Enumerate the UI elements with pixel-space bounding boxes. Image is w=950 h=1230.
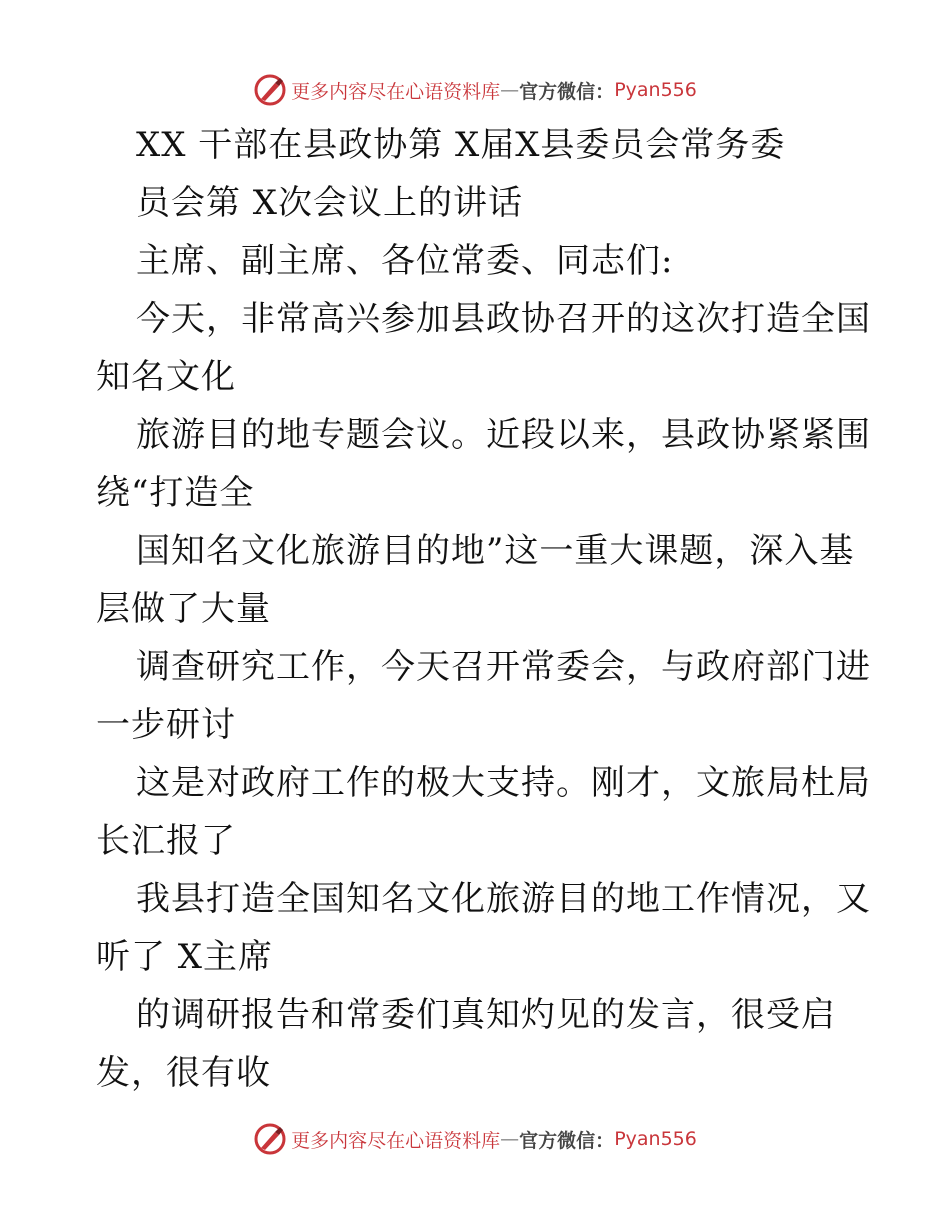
banner-text: 更多内容尽在心语资料库 [291,80,501,103]
doc-text-line: 国知名文化旅游目的地”这一重大课题，深入基 [136,531,855,571]
doc-text-line: 发，很有收 [96,1053,271,1093]
document-body [96,116,871,1102]
doc-title-line: XX 干部在县政协第 X届X县委员会常务委 [136,125,786,165]
doc-text-line: 的调研报告和常委们真知灼见的发言，很受启 [136,995,836,1035]
banner-wechat-label: 官方微信： [519,80,615,103]
doc-text-line: 旅游目的地专题会议。近段以来，县政协紧紧围 [136,415,871,455]
doc-text-line: 层做了大量 [96,589,271,629]
banner-separator: — [500,1128,520,1150]
doc-text-line: 今天，非常高兴参加县政协召开的这次打造全国 [136,299,871,339]
banner-handle: Pyan556 [614,79,697,101]
doc-text-line: 一步研讨 [96,705,236,745]
banner-wechat-label: 官方微信： [519,1129,615,1152]
doc-title-line: 员会第 X次会议上的讲话 [136,183,524,223]
pen-logo-icon [253,1122,287,1156]
banner-handle: Pyan556 [614,1128,697,1150]
doc-text-line: 这是对政府工作的极大支持。刚才，文旅局杜局 [136,763,871,803]
pen-logo-icon [253,73,287,107]
doc-text-line: 知名文化 [96,357,236,397]
doc-text-line: 绕“打造全 [96,473,255,513]
doc-text-line: 我县打造全国知名文化旅游目的地工作情况，又 [136,879,871,919]
header-watermark-banner [0,70,950,110]
footer-watermark-banner [0,1119,950,1159]
doc-text-line: 调查研究工作，今天召开常委会，与政府部门进 [136,647,871,687]
doc-text-line: 听了 X主席 [96,937,274,977]
doc-text-line: 长汇报了 [96,821,236,861]
banner-text: 更多内容尽在心语资料库 [291,1129,501,1152]
banner-separator: — [500,79,520,101]
doc-salutation: 主席、副主席、各位常委、同志们: [136,241,674,281]
